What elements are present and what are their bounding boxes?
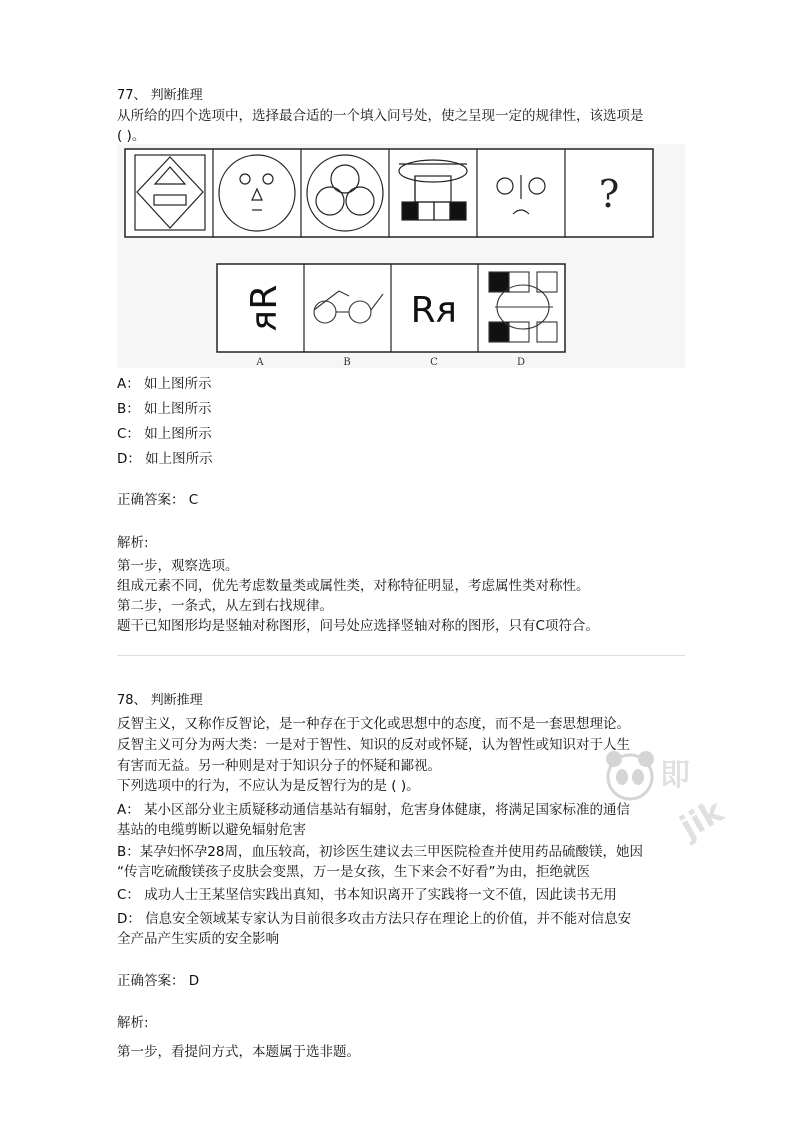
option-c-letters-shape: Rᴙ <box>410 290 458 331</box>
option-letter-d: D <box>516 357 526 368</box>
question-mark: ? <box>598 172 620 216</box>
watermark-site: jik <box>673 791 730 847</box>
q78-option-b-line2: “传言吃硫酸镁孩子皮肤会变黑，万一是女孩，生下来会不好看”为由，拒绝就医 <box>117 864 590 880</box>
q78-analysis-line1: 第一步，看提问方式，本题属于选非题。 <box>117 1044 360 1060</box>
q78-stem-line3: 有害而无益。另一种则是对于知识分子的怀疑和鄙视。 <box>117 758 441 774</box>
panda-watermark-icon <box>600 745 660 805</box>
q77-figure <box>117 144 685 368</box>
question-divider <box>117 655 685 656</box>
q78-answer: 正确答案： D <box>117 973 200 989</box>
q77-analysis-line2: 组成元素不同，优先考虑数量类或属性类，对称特征明显，考虑属性类对称性。 <box>117 578 590 594</box>
q77-stem-line1: 从所给的四个选项中，选择最合适的一个填入问号处，使之呈现一定的规律性，该选项是 <box>117 108 644 124</box>
q77-option-c: C： 如上图所示 <box>117 426 212 442</box>
q77-header: 77、 判断推理 <box>117 88 203 103</box>
option-letter-c: C <box>430 357 438 368</box>
q77-analysis-label: 解析: <box>117 535 149 551</box>
option-letter-b: B <box>343 357 351 368</box>
q77-option-b: B： 如上图所示 <box>117 401 212 417</box>
q78-option-d-line1: D： 信息安全领域某专家认为目前很多攻击方法只存在理论上的价值，并不能对信息安 <box>117 911 632 927</box>
q78-stem-line4: 下列选项中的行为，不应认为是反智行为的是 ( )。 <box>117 778 420 794</box>
watermark-brand: 即 <box>660 758 690 793</box>
option-letter-a: A <box>256 357 264 368</box>
q78-option-b-line1: B：某孕妇怀孕28周，血压较高，初诊医生建议去三甲医院检查并使用药品硫酸镁，她因 <box>117 844 643 860</box>
q78-option-a-line2: 基站的电缆剪断以避免辐射危害 <box>117 822 306 838</box>
q77-analysis-line3: 第二步，一条式，从左到右找规律。 <box>117 598 333 614</box>
svg-text:ᴙR: ᴙR <box>244 284 285 332</box>
q78-option-c: C： 成功人士王某坚信实践出真知，书本知识离开了实践将一文不值，因此读书无用 <box>117 887 617 903</box>
q78-option-d-line2: 全产品产生实质的安全影响 <box>117 931 279 947</box>
q77-answer: 正确答案： C <box>117 492 199 508</box>
q78-header: 78、 判断推理 <box>117 693 203 708</box>
q78-stem-line1: 反智主义，又称作反智论，是一种存在于文化或思想中的态度，而不是一套思想理论。 <box>117 716 630 732</box>
q77-analysis-line4: 题干已知图形均是竖轴对称图形，问号处应选择竖轴对称的图形，只有C项符合。 <box>117 618 599 634</box>
q78-stem-line2: 反智主义可分为两大类：一是对于智性、知识的反对或怀疑，认为智性或知识对于人生 <box>117 737 630 753</box>
q78-analysis-label: 解析: <box>117 1015 149 1031</box>
q77-option-a: A： 如上图所示 <box>117 376 212 392</box>
q78-option-a-line1: A： 某小区部分业主质疑移动通信基站有辐射，危害身体健康，将满足国家标准的通信 <box>117 802 631 818</box>
q77-option-d: D： 如上图所示 <box>117 451 213 467</box>
option-a-rotated-letters-shape <box>244 285 285 332</box>
q77-analysis-line1: 第一步，观察选项。 <box>117 558 239 574</box>
q77-stem-line2: ( )。 <box>117 128 146 144</box>
